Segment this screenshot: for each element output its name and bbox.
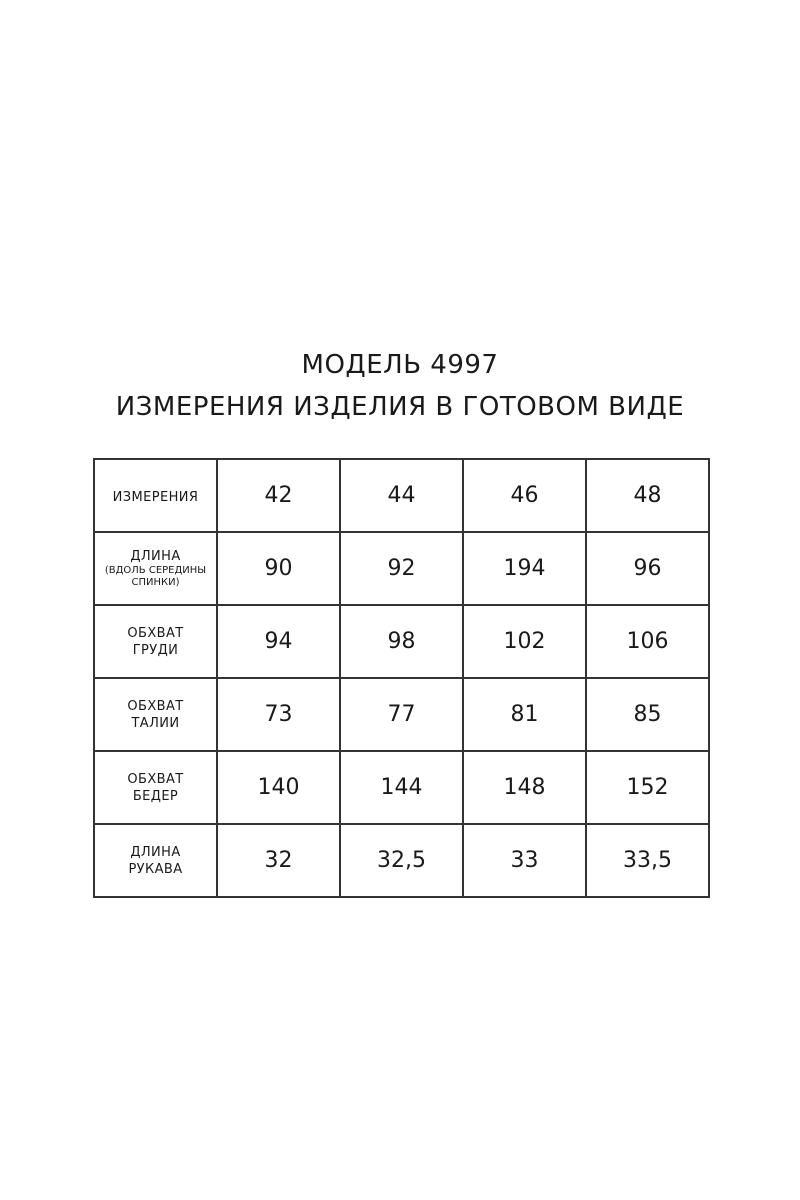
measurement-value: 33: [510, 848, 539, 873]
table-row: [94, 751, 709, 824]
value-cell: [586, 605, 709, 678]
document-subtitle: ИЗМЕРЕНИЯ ИЗДЕЛИЯ В ГОТОВОМ ВИДЕ: [115, 392, 685, 422]
table-row: [94, 605, 709, 678]
row-label: ТАЛИИ: [131, 715, 180, 731]
value-cell: [463, 532, 586, 605]
row-label: РУКАВА: [128, 861, 183, 877]
value-cell: [217, 751, 340, 824]
size-value: 48: [633, 483, 662, 508]
measurement-value: 144: [380, 775, 423, 800]
row-label: ОБХВАТ: [127, 771, 184, 787]
measurement-value: 73: [264, 702, 293, 727]
value-cell: [340, 605, 463, 678]
value-cell: [463, 751, 586, 824]
row-label: БЕДЕР: [132, 788, 179, 804]
value-cell: [586, 824, 709, 897]
size-cell: [586, 459, 709, 532]
row-label-cell: [94, 751, 217, 824]
measurement-value: 96: [633, 556, 662, 581]
header-label: ИЗМЕРЕНИЯ: [112, 489, 199, 505]
size-cell: [340, 459, 463, 532]
size-cell: [463, 459, 586, 532]
size-value: 42: [264, 483, 293, 508]
row-label: ГРУДИ: [132, 642, 179, 658]
measurement-value: 32,5: [377, 848, 426, 873]
value-cell: [217, 824, 340, 897]
measurement-value: 92: [387, 556, 416, 581]
row-label: ОБХВАТ: [127, 625, 184, 641]
measurement-value: 81: [510, 702, 539, 727]
value-cell: [586, 678, 709, 751]
measurement-value: 94: [264, 629, 293, 654]
value-cell: [586, 532, 709, 605]
value-cell: [463, 605, 586, 678]
measurement-value: 85: [633, 702, 662, 727]
row-label-cell: [94, 532, 217, 605]
size-value: 46: [510, 483, 539, 508]
table-row: [94, 678, 709, 751]
value-cell: [463, 824, 586, 897]
measurement-value: 98: [387, 629, 416, 654]
value-cell: [217, 678, 340, 751]
measurement-value: 148: [503, 775, 546, 800]
table-row: [94, 824, 709, 897]
value-cell: [340, 678, 463, 751]
measurement-value: 152: [626, 775, 669, 800]
row-label-note: (ВДОЛЬ СЕРЕДИНЫ: [104, 565, 207, 576]
value-cell: [217, 532, 340, 605]
row-label-cell: [94, 678, 217, 751]
value-cell: [217, 605, 340, 678]
measurement-value: 77: [387, 702, 416, 727]
row-label-cell: [94, 824, 217, 897]
row-label: ДЛИНА: [130, 844, 181, 860]
size-value: 44: [387, 483, 416, 508]
value-cell: [340, 751, 463, 824]
measurement-value: 102: [503, 629, 546, 654]
measurement-value: 33,5: [623, 848, 672, 873]
measurement-value: 194: [503, 556, 546, 581]
row-label: ДЛИНА: [130, 549, 181, 564]
size-header-row: [94, 459, 709, 532]
measurement-value: 90: [264, 556, 293, 581]
size-cell: [217, 459, 340, 532]
row-label: ОБХВАТ: [127, 698, 184, 714]
measurement-value: 106: [626, 629, 669, 654]
header-label-cell: [94, 459, 217, 532]
table-row: [94, 532, 709, 605]
measurement-value: 32: [264, 848, 293, 873]
row-label-cell: [94, 605, 217, 678]
size-table: [93, 458, 710, 898]
row-label-note: СПИНКИ): [131, 577, 180, 588]
measurement-value: 140: [257, 775, 300, 800]
value-cell: [463, 678, 586, 751]
value-cell: [340, 532, 463, 605]
value-cell: [586, 751, 709, 824]
value-cell: [340, 824, 463, 897]
model-title: МОДЕЛЬ 4997: [301, 350, 499, 380]
